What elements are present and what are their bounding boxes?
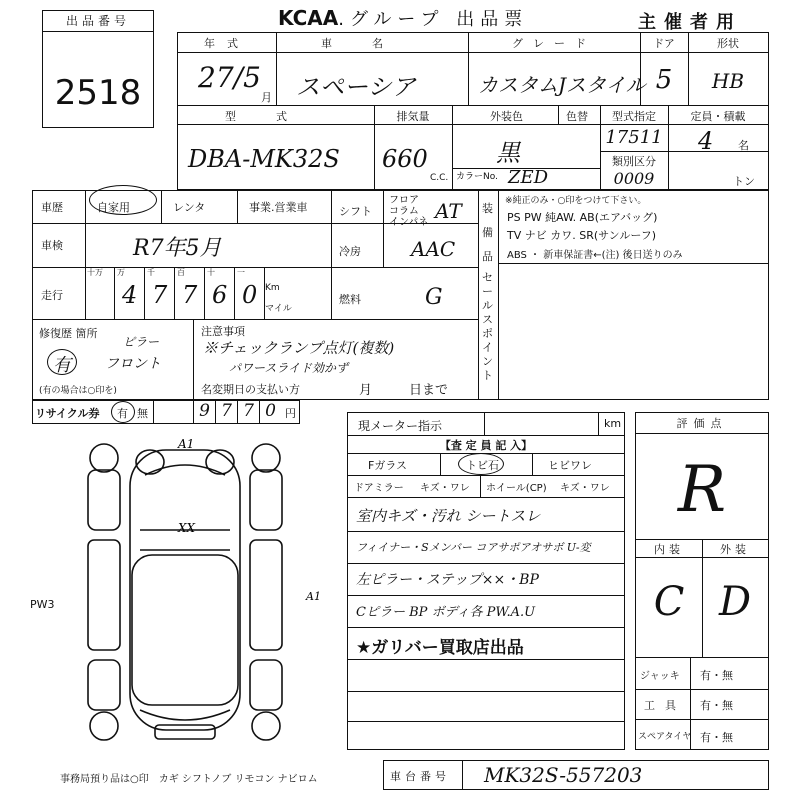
model-value: DBA-MK32S [188, 145, 340, 173]
mark-front: A1 [178, 437, 195, 451]
ac-value: AAC [411, 237, 456, 261]
shape-value: HB [711, 69, 745, 93]
remark-1: 室内キズ・汚れ シートスレ [356, 507, 541, 525]
mileage-digit-value: 7 [152, 281, 168, 309]
shift-label: シフト [339, 205, 372, 218]
sales-point-label: セールスポイント [482, 271, 493, 382]
recycle-row [32, 400, 300, 424]
recycle-digit: 9 [193, 401, 215, 423]
glass-label: Fガラス [368, 459, 407, 472]
persons-label: 名 [738, 139, 749, 152]
history-label: 車歴 [41, 201, 63, 214]
inspection-value: R7年5月 [133, 236, 222, 261]
remark-2: フィイナー・Sメンバー コアサポアオサボ U-変 [356, 541, 591, 554]
mark-side: A1 [306, 590, 321, 603]
exterior-label: 外装 [720, 543, 750, 556]
mileage-digit-label: 百 [177, 268, 185, 277]
capacity-label: 定員・積載 [690, 110, 746, 123]
organizer-label: 主催者用 [638, 12, 742, 33]
exterior-color-label: 外装色 [490, 110, 523, 123]
mileage-digit-cell [145, 267, 175, 319]
ac-label: 冷房 [339, 245, 361, 258]
note-line-2: パワースライド効かず [229, 361, 349, 375]
mileage-digits [85, 267, 285, 319]
interior-label: 内装 [654, 543, 684, 556]
type-designation-label: 型式指定 [612, 110, 656, 123]
door-mirror-label: ドアミラー [354, 483, 404, 494]
spare-yes-no: 有・無 [700, 731, 733, 744]
name-label: 車名 [321, 37, 423, 50]
recycle-digit: 7 [215, 401, 237, 423]
shift-column: コラム [389, 206, 419, 217]
repair-part-2: フロント [105, 356, 161, 372]
inspection-label: 車検 [41, 239, 63, 252]
history-business: 事業.営業車 [249, 201, 308, 214]
spare-label: スペアタイヤ [638, 732, 692, 742]
mileage-digit-label: 万 [117, 268, 125, 277]
repair-note: (有の場合は○印を) [39, 386, 117, 396]
car-diagram [70, 430, 321, 750]
mileage-digit-value: 4 [122, 281, 138, 309]
doors-value: 5 [655, 65, 673, 95]
shape-label: 形状 [717, 37, 739, 50]
tons-label: トン [733, 175, 755, 188]
recycle-amount [193, 401, 283, 423]
history-circle-mark [89, 185, 157, 215]
lot-box [42, 10, 154, 128]
chassis-number: MK32S-557203 [484, 763, 643, 787]
meter-label: 現メーター指示 [358, 419, 443, 433]
grade-value: カスタムJスタイル [478, 73, 646, 97]
repair-part-1: ピラー [123, 335, 160, 349]
recycle-has: 有 [117, 407, 128, 420]
cc-label: C.C. [430, 173, 449, 183]
lot-number: 2518 [54, 73, 142, 113]
mileage-digit-cell [205, 267, 235, 319]
mirror-options: キズ・ワレ [420, 483, 470, 494]
exterior-score: D [718, 579, 752, 625]
tools-yes-no: 有・無 [700, 699, 733, 712]
fuel-value: G [425, 285, 443, 310]
remark-3: 左ピラー・ステップ××・BP [356, 572, 539, 588]
mileage-digit-cell [235, 267, 265, 319]
fuel-label: 燃料 [339, 293, 361, 306]
stone-circle-mark [458, 453, 504, 475]
rating-box [635, 412, 769, 750]
chassis-box [383, 760, 769, 790]
month-suffix: 月 [261, 91, 272, 104]
deadline-month: 月 [359, 383, 373, 398]
remark-5: ★ガリバー買取店出品 [356, 638, 524, 658]
mileage-digit-value: 6 [212, 281, 228, 309]
notes-label: 注意事項 [201, 325, 245, 338]
year-value: 27/5 [198, 61, 261, 94]
doors-label: ドア [653, 37, 675, 50]
crack-label: ヒビワレ [548, 459, 592, 472]
mileage-digit-cell [85, 267, 115, 319]
displacement-label: 排気量 [396, 110, 430, 123]
color-change-label: 色替 [566, 110, 588, 123]
meter-km: km [604, 417, 622, 430]
lot-label: 出品番号 [65, 14, 130, 28]
shift-floor: フロア [389, 195, 419, 206]
repair-value: 有 [53, 355, 71, 376]
equipment-row-2: TV ナビ カワ. SR(サンルーフ) [507, 229, 657, 242]
repair-label: 修復歴 箇所 [39, 327, 98, 340]
color-no-label: カラーNo. [456, 172, 498, 182]
office-note: 事務局預り品は○印 カギ シフトノブ リモコン ナビロム [60, 774, 318, 785]
exterior-color-value: 黒 [496, 139, 520, 167]
mileage-digit-value: 7 [182, 281, 198, 309]
category-label: 類別区分 [612, 155, 656, 168]
mark-hood: XX [178, 521, 196, 535]
inspector-box [347, 412, 625, 750]
flying-stone-label: トビ石 [466, 459, 499, 472]
repair-circle-mark [47, 349, 77, 375]
model-label: 型式 [225, 110, 327, 123]
shift-panel: インパネ [389, 217, 429, 228]
recycle-digit: 7 [237, 401, 259, 423]
deadline-label: 名変期日の支払い方 [201, 383, 300, 396]
shift-value: AT [435, 199, 462, 223]
grade-label: グレード [512, 37, 596, 50]
recycle-digit: 0 [259, 401, 281, 423]
mileage-digit-label: 十万 [87, 268, 103, 277]
equipment-label: 装備品 [482, 202, 493, 263]
brand-logo: KCAA [278, 6, 339, 30]
yen-label: 円 [285, 407, 296, 420]
jack-label: ジャッキ [640, 671, 680, 682]
jack-yes-no: 有・無 [700, 669, 733, 682]
history-rental: レンタ [173, 201, 206, 214]
mileage-digit-label: 一 [237, 268, 245, 277]
side-label: PW3 [30, 598, 55, 611]
type-designation-value: 17511 [605, 127, 663, 148]
interior-score: C [653, 579, 685, 625]
note-line-1: ※チェックランプ点灯(複数) [203, 339, 395, 357]
color-code-value: ZED [508, 167, 549, 188]
rating-score: R [677, 453, 727, 527]
recycle-circle-mark [111, 401, 135, 423]
mileage-digit-cell [175, 267, 205, 319]
vehicle-table [177, 32, 769, 190]
equipment-row-3: ABS ・ 新車保証書←(注) 後日送りのみ [507, 250, 683, 261]
year-label: 年式 [204, 37, 250, 50]
equipment-note: ※純正のみ・○印をつけて下さい。 [505, 196, 647, 206]
recycle-none: 無 [137, 407, 148, 420]
mile-label: マイル [265, 304, 292, 314]
mileage-digit-label: 千 [147, 268, 155, 277]
capacity-value: 4 [698, 127, 714, 155]
mileage-digit-cell [115, 267, 145, 319]
form-title [278, 5, 528, 31]
mileage-digit-label: 十 [207, 268, 215, 277]
remark-4: Cピラー BP ボディ各 PW.A.U [356, 605, 536, 620]
details-table [32, 190, 769, 400]
tools-label: 工具 [644, 699, 686, 712]
inspector-header: 【査 定 員 記 入】 [439, 439, 533, 452]
deadline-day: 日まで [409, 383, 449, 398]
mileage-label: 走行 [41, 289, 63, 302]
car-name-value: スペーシア [296, 73, 416, 101]
equipment-row-1: PS PW 純AW. AB(エアバッグ) [507, 211, 658, 224]
displacement-value: 660 [382, 145, 428, 173]
km-label: Km [265, 283, 280, 293]
wheel-label: ホイール(CP) [486, 483, 547, 494]
recycle-label: リサイクル券 [35, 407, 100, 420]
title-text: .グループ 出品票 [338, 9, 529, 30]
category-value: 0009 [613, 169, 655, 188]
wheel-options: キズ・ワレ [560, 483, 610, 494]
mileage-digit-value: 0 [242, 281, 258, 309]
chassis-label: 車台番号 [390, 770, 450, 783]
history-private: 自家用 [97, 201, 130, 214]
rating-label: 評価点 [676, 417, 728, 430]
